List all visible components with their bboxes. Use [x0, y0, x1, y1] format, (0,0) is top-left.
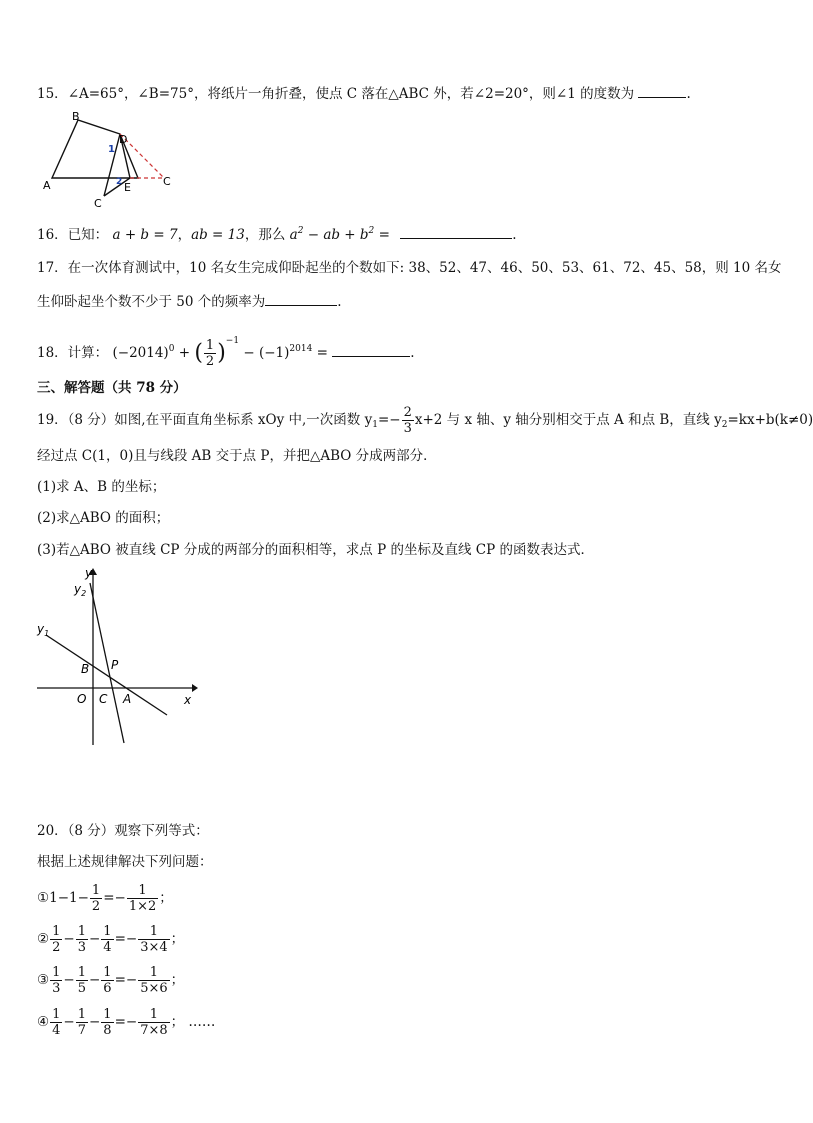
q18-end: .	[410, 345, 415, 361]
q15-angle-1: 1	[108, 144, 115, 155]
q19-x-arrow	[192, 684, 198, 692]
q15-line	[37, 83, 691, 103]
q19-label-y2: $y_2$	[74, 582, 87, 598]
q18-exponent: −1	[225, 336, 240, 346]
q19-slope-fraction: $\frac{2}{3}$	[403, 405, 412, 436]
q16-number: 16．	[37, 227, 68, 243]
q15-label-c-original: C	[163, 175, 171, 188]
q20-equation-1: ①1−1− $\frac{1}{2}$ =− $\frac{1}{1\times 2}$ ；	[37, 883, 173, 914]
q15-label-d: D	[119, 133, 128, 146]
q17-answer-blank[interactable]	[265, 291, 337, 306]
q19-label-y1: $y_1$	[37, 622, 50, 638]
q19-line-1: 19．（8 分）如图,在平面直角坐标系 xOy 中,一次函数 $y_1=-$ $\frac{2}{3}$ x+2 与 x 轴、y 轴分别相交于点 A 和点 B，直线 $y_2=kx+b(k\ne 0)$	[37, 405, 813, 436]
q15-answer-blank[interactable]	[638, 83, 686, 98]
q15-text: ∠A=65°，∠B=75°，将纸片一角折叠，使点 C 落在△ABC 外，若∠2=20°，则∠1 的度数为	[67, 86, 635, 102]
q17-text: 生仰卧起坐个数不少于 50 个的频率为	[37, 294, 266, 310]
q18-paren-open: (	[194, 340, 203, 366]
q17-line-2	[37, 291, 342, 311]
section-heading: 三、解答题（共 78 分）	[37, 380, 187, 396]
q18-line	[37, 337, 415, 369]
q18-term-1: $(-2014)^0$	[112, 344, 175, 361]
q15-label-e: E	[124, 181, 131, 194]
q15-number: 15．	[37, 86, 68, 102]
q17-line-1: 17．在一次体育测试中，10 名女生完成仰卧起坐的个数如下: 38、52、47、46、50、53、61、72、45、58，则 10 名女	[37, 260, 782, 276]
q18-fraction: $\frac{1}{2}$	[205, 338, 215, 369]
q19-line-2: 经过点 C(1，0)且与线段 AB 交于点 P，并把△ABO 分成两部分．	[37, 448, 437, 464]
q20-line-2: 根据上述规律解决下列问题：	[37, 854, 213, 870]
q20-line-1: 20．（8 分）观察下列等式：	[37, 823, 209, 839]
q15-label-c-folded: C	[94, 197, 102, 210]
q16-end: .	[512, 227, 517, 243]
q20-equation-4: ④ $\frac{1}{4}$ − $\frac{1}{7}$ − $\frac{1}{8}$ =− $\frac{1}{7\times 8}$ ； ……	[37, 1007, 216, 1038]
q17-end: .	[337, 294, 342, 310]
q19-label-a: A	[123, 692, 132, 706]
q15-quadrilateral	[52, 120, 138, 178]
q19-label-y: y	[85, 566, 93, 580]
q20-equation-2: ② $\frac{1}{2}$ − $\frac{1}{3}$ − $\frac{1}{4}$ =− $\frac{1}{3\times 4}$ ；	[37, 924, 185, 955]
q18-answer-blank[interactable]	[332, 342, 410, 357]
q19-line-y2	[90, 583, 124, 743]
q19-part-1: (1)求 A、B 的坐标；	[37, 479, 166, 495]
q19-label-o: O	[77, 692, 87, 706]
q19-label-c: C	[99, 692, 108, 706]
q19-label-p: P	[111, 658, 119, 672]
q19-part-2: (2)求△ABO 的面积；	[37, 510, 170, 526]
q16-then: ，那么	[244, 227, 286, 243]
q18-plus: +	[178, 345, 191, 361]
q20-equation-3: ③ $\frac{1}{3}$ − $\frac{1}{5}$ − $\frac{1}{6}$ =− $\frac{1}{5\times 6}$ ；	[37, 965, 185, 996]
q15-label-a: A	[43, 179, 51, 192]
q18-equals: =	[316, 345, 328, 361]
q19-label-x: x	[184, 693, 192, 707]
q16-expression: $a^2$ − ab + $b^2$ =	[289, 226, 390, 243]
q19-coordinate-figure	[32, 565, 212, 755]
q15-angle-2: 2	[116, 177, 123, 187]
q15-end: .	[686, 86, 691, 102]
q16-answer-blank[interactable]	[400, 224, 512, 239]
q16-line: 16．已知： a + b = 7，ab = 13，那么 $a^2$ − ab + $b^2$ = .	[37, 226, 517, 243]
q16-condition-2: ab = 13	[191, 227, 245, 243]
q15-label-b: B	[72, 110, 80, 123]
q18-paren-close: )	[217, 340, 226, 366]
q19-label-b: B	[81, 662, 90, 676]
q16-condition-1: a + b = 7	[112, 227, 178, 243]
q18-term-3: − $(-1)^{2014}$	[243, 344, 313, 361]
q16-text: 已知：	[67, 227, 109, 243]
q15-triangle-figure	[40, 110, 180, 210]
q19-part-3: (3)若△ABO 被直线 CP 分成的两部分的面积相等，求点 P 的坐标及直线 CP 的函数表达式．	[37, 542, 594, 558]
q18-label: 18．计算：	[37, 345, 109, 361]
